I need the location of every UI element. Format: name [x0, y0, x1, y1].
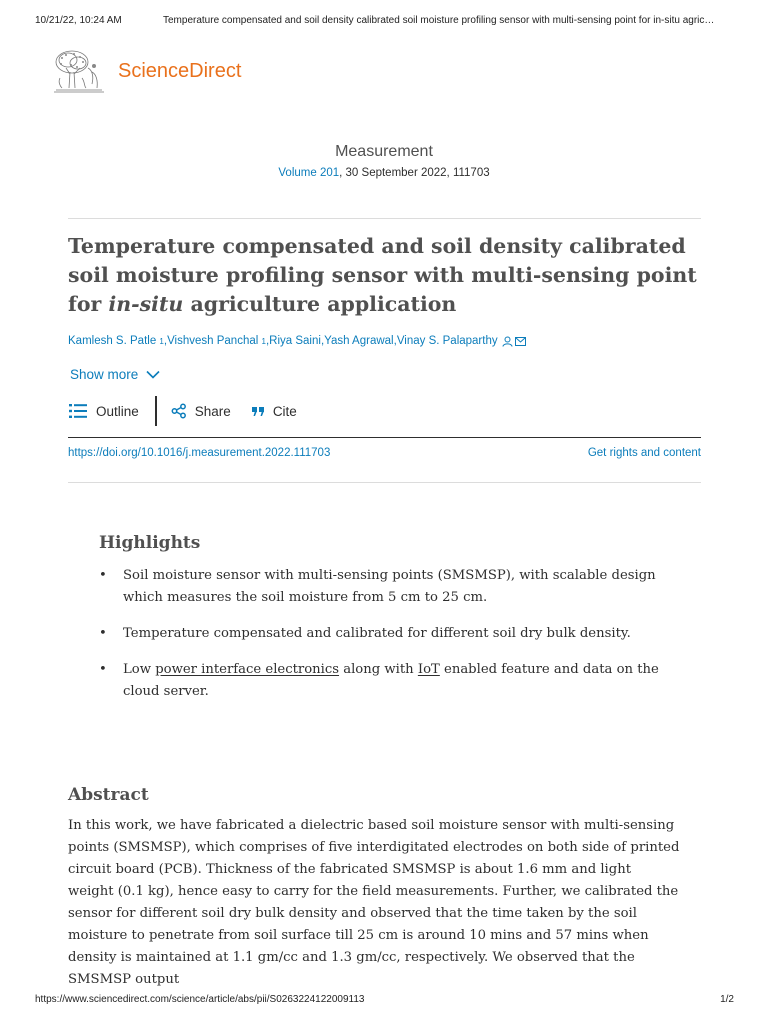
list-item: • Soil moisture sensor with multi-sensing points (SMSMSP), with scalable design which measures the soil moisture from 5 cm to 25 cm. [99, 568, 656, 605]
divider-top [68, 218, 701, 219]
share-button[interactable] [171, 403, 231, 419]
elsevier-tree-logo [52, 48, 106, 94]
abstract-heading: Abstract [68, 785, 149, 805]
envelope-icon[interactable] [515, 337, 526, 346]
divider-doi [68, 482, 701, 483]
doi-link[interactable]: https://doi.org/10.1016/j.measurement.2022.111703 [68, 447, 331, 459]
author-link[interactable]: Vinay S. Palaparthy [396, 335, 498, 347]
show-more-button[interactable] [70, 367, 160, 382]
iot-link[interactable]: IoT [417, 662, 440, 677]
author-list: Kamlesh S. Patle 1 , Vishvesh Panchal 1 , Riya Saini , Yash Agrawal , Vinay S. Palaparthy [68, 335, 528, 347]
show-more-label: Show more [70, 367, 139, 382]
highlights-heading: Highlights [99, 533, 201, 553]
divider-toolbar [68, 437, 701, 438]
quote-icon [251, 405, 265, 417]
share-label: Share [194, 403, 231, 419]
power-interface-electronics-link[interactable]: power interface electronics [155, 662, 340, 677]
article-toolbar [68, 396, 297, 426]
chevron-down-icon [146, 370, 160, 379]
list-icon [68, 403, 88, 419]
print-page-title: Temperature compensated and soil density calibrated soil moisture profiling sensor with multi-sensing point for in-situ agric… [163, 15, 715, 26]
journal-issue-info [0, 167, 768, 179]
doi-row [68, 447, 701, 459]
author-link[interactable]: Riya Saini [269, 335, 321, 347]
print-header [35, 15, 738, 26]
share-icon [171, 403, 187, 419]
author-link[interactable]: Yash Agrawal [324, 335, 394, 347]
author-link[interactable]: Vishvesh Panchal [167, 335, 259, 347]
site-logo[interactable] [52, 48, 241, 94]
person-icon[interactable] [502, 336, 513, 347]
issue-date-pages: , 30 September 2022, 111703 [339, 167, 490, 179]
article-title: Temperature compensated and soil density calibrated soil moisture profiling sensor with multi-sensing point for in-situ agriculture application [68, 234, 697, 316]
toolbar-divider [155, 396, 157, 426]
cite-label: Cite [272, 403, 297, 419]
print-page-number: 1/2 [720, 994, 734, 1005]
outline-label: Outline [96, 403, 139, 419]
list-item: • Temperature compensated and calibrated for different soil dry bulk density. [99, 626, 631, 641]
print-url: https://www.sciencedirect.com/science/article/abs/pii/S0263224122009113 [35, 994, 365, 1005]
highlights-list [99, 565, 679, 717]
journal-name[interactable]: Measurement [335, 143, 433, 160]
rights-link[interactable]: Get rights and content [587, 447, 701, 459]
print-footer [35, 994, 734, 1005]
author-link[interactable]: Kamlesh S. Patle [68, 335, 157, 347]
volume-link[interactable]: Volume 201 [278, 167, 340, 179]
author-icons [502, 336, 528, 347]
print-timestamp: 10/21/22, 10:24 AM [35, 15, 122, 26]
brand-name: ScienceDirect [118, 59, 242, 82]
outline-button[interactable] [68, 403, 139, 419]
cite-button[interactable] [251, 404, 297, 419]
abstract-text: In this work, we have fabricated a dielectric based soil moisture sensor with multi-sensing points (SMSMSP), which comprises of five interdigitated electrodes on both side of printed circuit board (PCB). Thickness of the fabricated SMSMSP is about 1.6 mm and light weight (0.1 kg), hence easy to carry for the field measurements. Further, we calibrated the sensor for different soil dry bulk density and observed that the time taken by the soil moisture to penetrate from soil surface till 25 cm is around 10 mins and 57 mins when density is maintained at 1.1 gm/cc and 1.3 gm/cc, respectively. We observed that the SMSMSP output [68, 818, 680, 987]
list-item: • Low power interface electronics along with IoT enabled feature and data on the cloud server. [99, 662, 659, 699]
